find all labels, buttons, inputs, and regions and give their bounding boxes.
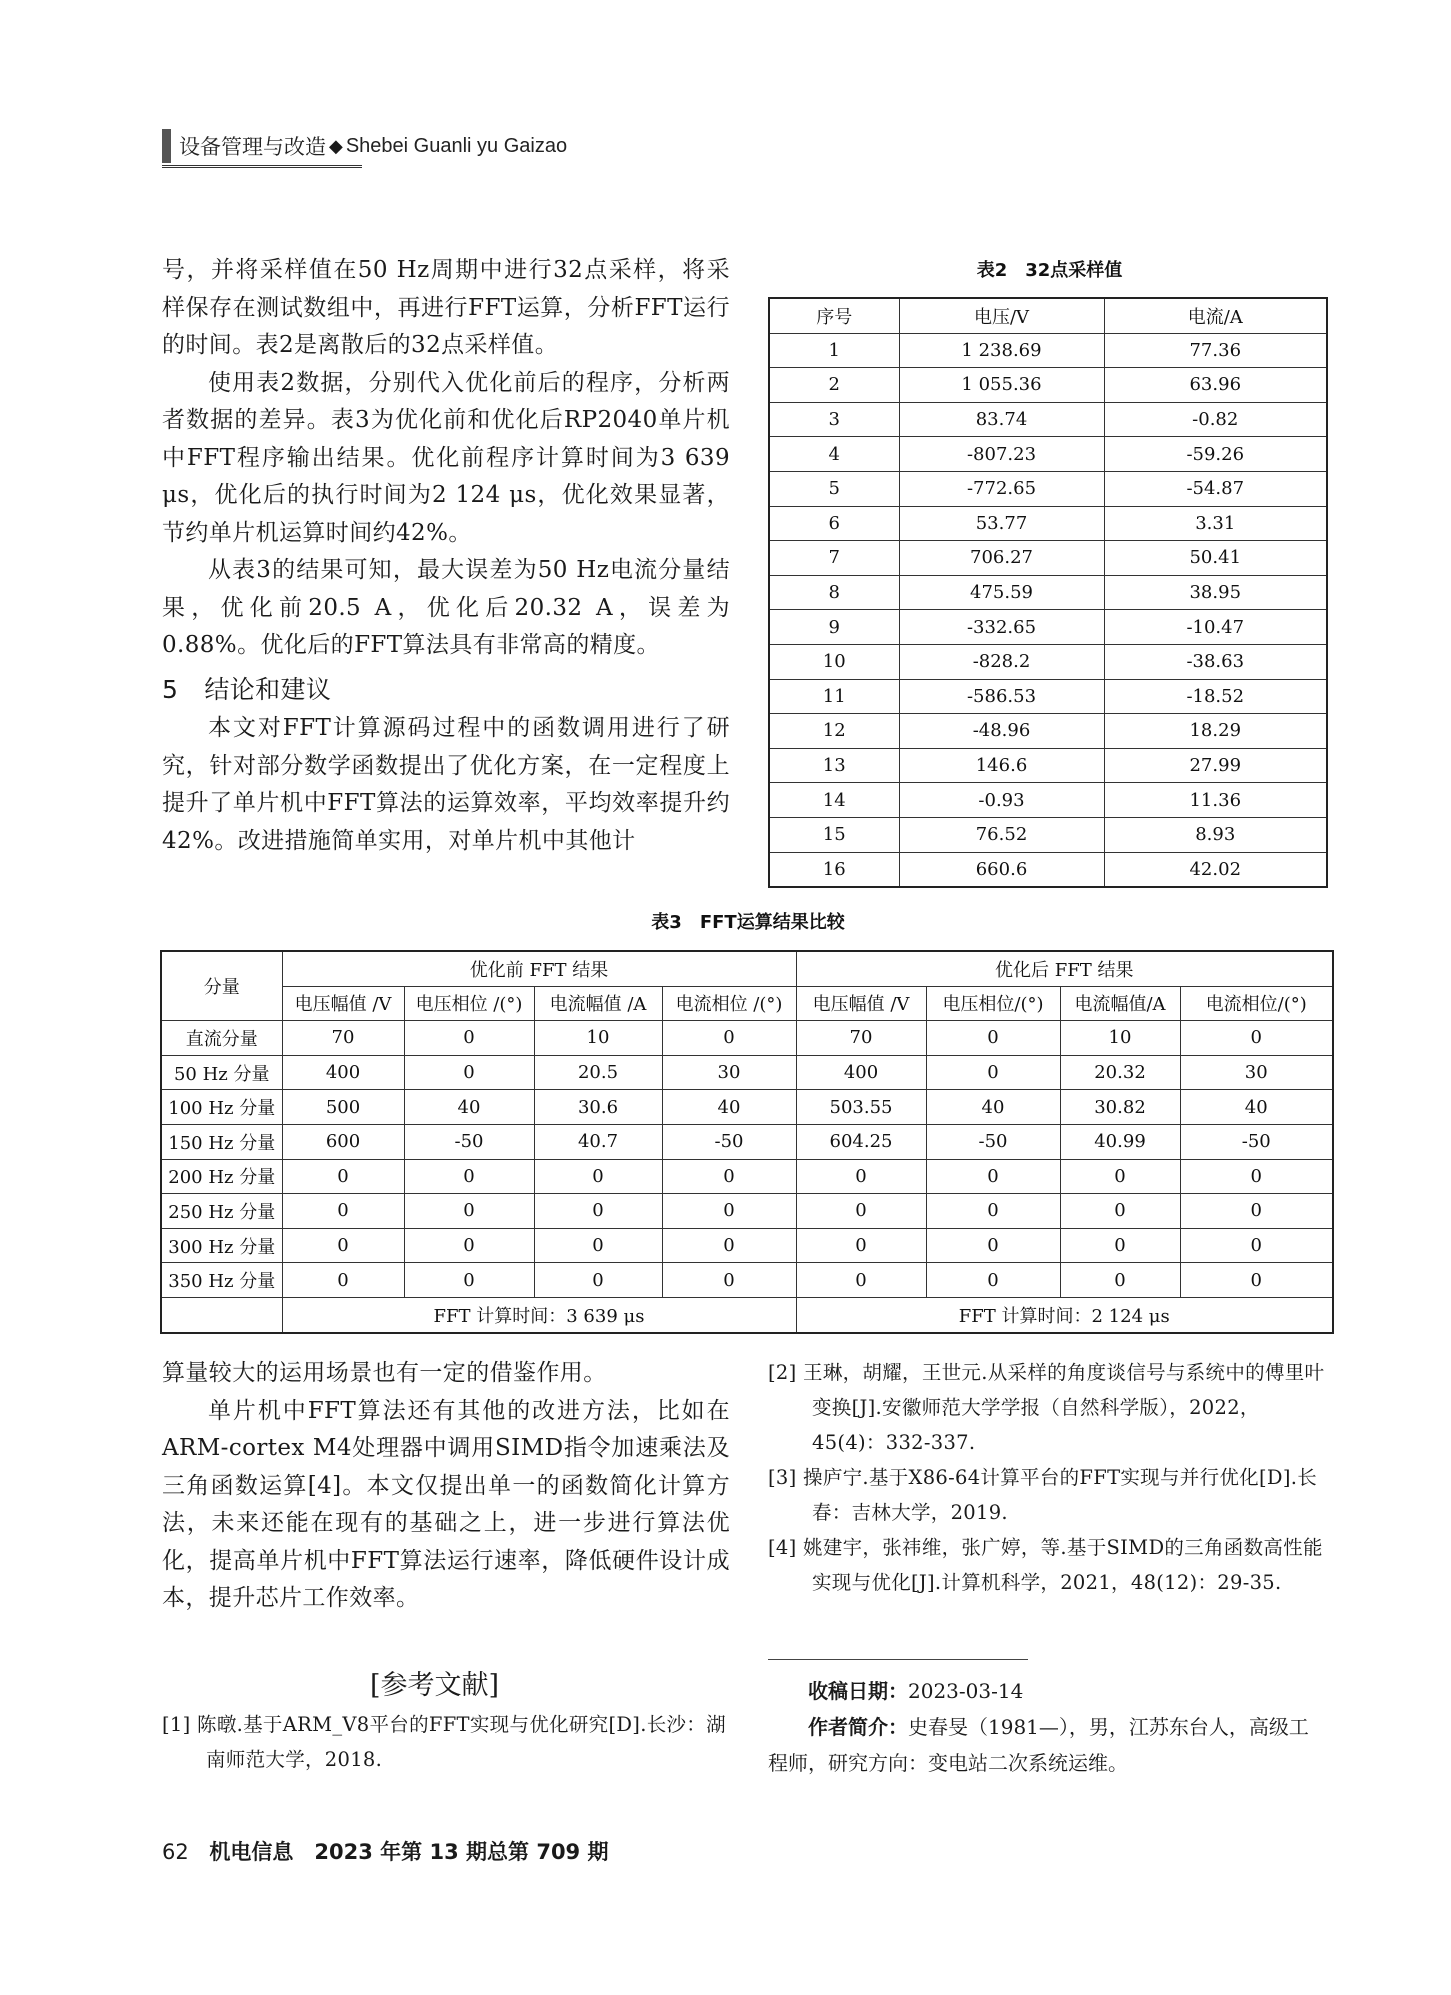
table-cell: 0 <box>1060 1159 1180 1194</box>
fft-time-after: FFT 计算时间：2 124 μs <box>796 1297 1333 1332</box>
table-cell: 20.32 <box>1060 1055 1180 1090</box>
table-cell: 0 <box>926 1228 1060 1263</box>
header-cell: 电流幅值 /A <box>534 986 662 1021</box>
table-row <box>769 610 1327 645</box>
table-cell: 0 <box>662 1021 796 1056</box>
table-cell: 660.6 <box>899 852 1104 887</box>
table-cell: 30.82 <box>1060 1090 1180 1125</box>
table-cell: 0 <box>404 1055 534 1090</box>
table-cell: 0 <box>1060 1263 1180 1298</box>
table-row <box>161 1263 1333 1298</box>
table-cell: 0 <box>1060 1228 1180 1263</box>
journal-issue: 机电信息 2023 年第 13 期总第 709 期 <box>209 1840 609 1864</box>
diamond-icon: ◆ <box>329 135 343 157</box>
footnote-rule <box>768 1659 1028 1660</box>
table-cell: 0 <box>662 1228 796 1263</box>
table-cell: 0 <box>796 1228 926 1263</box>
table-row <box>769 471 1327 506</box>
table-cell: 0 <box>1060 1194 1180 1229</box>
table-cell: 27.99 <box>1104 748 1327 783</box>
table-cell-empty <box>161 1297 282 1332</box>
table-cell: 0 <box>1180 1263 1333 1298</box>
table-cell: 9 <box>769 610 899 645</box>
received-label: 收稿日期： <box>808 1679 908 1703</box>
table-cell: 0 <box>282 1263 404 1298</box>
table-cell: 0 <box>926 1021 1060 1056</box>
table-cell: 0 <box>282 1194 404 1229</box>
table-cell: 0 <box>662 1159 796 1194</box>
table-cell: -332.65 <box>899 610 1104 645</box>
table-cell: 11 <box>769 679 899 714</box>
table-header-row <box>769 298 1327 333</box>
table-row <box>161 1159 1333 1194</box>
table-cell: -50 <box>926 1124 1060 1159</box>
header-cell: 电压相位/(°) <box>926 986 1060 1021</box>
table-cell: -0.93 <box>899 783 1104 818</box>
table-cell: 12 <box>769 714 899 749</box>
table-row <box>769 852 1327 887</box>
header-rule <box>162 165 362 168</box>
table-cell: 20.5 <box>534 1055 662 1090</box>
table-row <box>769 437 1327 472</box>
table-cell: 500 <box>282 1090 404 1125</box>
component-label-cell: 300 Hz 分量 <box>161 1228 282 1263</box>
table-cell: 7 <box>769 541 899 576</box>
header-group-after: 优化后 FFT 结果 <box>796 951 1333 986</box>
table-cell: 42.02 <box>1104 852 1327 887</box>
references-heading: [参考文献] <box>370 1670 500 1701</box>
header-cell: 序号 <box>769 298 899 333</box>
component-label-cell: 50 Hz 分量 <box>161 1055 282 1090</box>
header-cell: 电压幅值 /V <box>282 986 404 1021</box>
table-cell: 0 <box>1180 1228 1333 1263</box>
table-cell: -48.96 <box>899 714 1104 749</box>
author-label: 作者简介： <box>808 1715 908 1739</box>
table-cell: 30 <box>662 1055 796 1090</box>
table-cell: 38.95 <box>1104 575 1327 610</box>
table-cell: 1 238.69 <box>899 333 1104 368</box>
table-cell: 0 <box>796 1263 926 1298</box>
table-row <box>161 1021 1333 1056</box>
table-cell: 0 <box>534 1263 662 1298</box>
table-row <box>769 783 1327 818</box>
paragraph: 算量较大的运用场景也有一定的借鉴作用。 <box>162 1360 607 1386</box>
table-cell: 0 <box>796 1194 926 1229</box>
table-row <box>769 748 1327 783</box>
component-label-cell: 直流分量 <box>161 1021 282 1056</box>
table-cell: 13 <box>769 748 899 783</box>
table-cell: 0 <box>404 1021 534 1056</box>
table-cell: -772.65 <box>899 471 1104 506</box>
table-cell: 10 <box>769 644 899 679</box>
table-cell: 0 <box>1180 1159 1333 1194</box>
table-cell: -54.87 <box>1104 471 1327 506</box>
table-row <box>769 679 1327 714</box>
received-value: 2023-03-14 <box>908 1679 1024 1703</box>
fft-time-before: FFT 计算时间：3 639 μs <box>282 1297 796 1332</box>
table-cell: 6 <box>769 506 899 541</box>
table-cell: -10.47 <box>1104 610 1327 645</box>
table-time-row <box>161 1297 1333 1332</box>
header-cell-component: 分量 <box>161 951 282 1021</box>
table-row <box>769 333 1327 368</box>
table-cell: -59.26 <box>1104 437 1327 472</box>
table-cell: 0 <box>662 1263 796 1298</box>
table-cell: -50 <box>404 1124 534 1159</box>
table-cell: -0.82 <box>1104 402 1327 437</box>
table-cell: 0 <box>796 1159 926 1194</box>
header-bar <box>162 129 171 163</box>
paragraph: 单片机中FFT算法还有其他的改进方法，比如在ARM-cortex M4处理器中调用SIMD指令加速乘法及三角函数运算[4]。本文仅提出单一的函数简化计算方法，未来还能在现有的基础之上，进一步进行算法优化，提高单片机中FFT算法运行速率，降低硬件设计成本，提升芯片工作效率。 <box>162 1397 730 1611</box>
references-left <box>162 1707 730 1777</box>
table-cell: -828.2 <box>899 644 1104 679</box>
table-cell: 0 <box>404 1263 534 1298</box>
table-row <box>769 506 1327 541</box>
table-cell: 53.77 <box>899 506 1104 541</box>
table-cell: 0 <box>926 1194 1060 1229</box>
table-row <box>769 368 1327 403</box>
table-cell: 8 <box>769 575 899 610</box>
table-cell: 11.36 <box>1104 783 1327 818</box>
table-cell: 10 <box>1060 1021 1180 1056</box>
table-cell: 4 <box>769 437 899 472</box>
table-cell: 400 <box>282 1055 404 1090</box>
table-cell: 0 <box>1180 1194 1333 1229</box>
paragraph: 从表3的结果可知，最大误差为50 Hz电流分量结果，优化前20.5 A，优化后20.32 A，误差为0.88%。优化后的FFT算法具有非常高的精度。 <box>162 557 730 658</box>
table-cell: 503.55 <box>796 1090 926 1125</box>
table-cell: 63.96 <box>1104 368 1327 403</box>
table-cell: 0 <box>926 1263 1060 1298</box>
header-cell: 电压/V <box>899 298 1104 333</box>
table-subheader-row <box>161 986 1333 1021</box>
table-header-row <box>161 951 1333 986</box>
table-cell: 0 <box>926 1055 1060 1090</box>
table-cell: 1 <box>769 333 899 368</box>
table-row <box>769 817 1327 852</box>
page-number: 62 <box>162 1840 189 1864</box>
running-header <box>162 128 567 164</box>
component-label-cell: 250 Hz 分量 <box>161 1194 282 1229</box>
table-cell: -586.53 <box>899 679 1104 714</box>
table-row <box>769 714 1327 749</box>
component-label-cell: 100 Hz 分量 <box>161 1090 282 1125</box>
section-number: 5 <box>162 674 179 704</box>
table-row <box>161 1090 1333 1125</box>
reference-item: [1] 陈暾.基于ARM_V8平台的FFT实现与优化研究[D].长沙：湖南师范大学，2018. <box>162 1713 726 1771</box>
author-footnote <box>768 1673 1328 1781</box>
paragraph: 本文对FFT计算源码过程中的函数调用进行了研究，针对部分数学函数提出了优化方案，在一定程度上提升了单片机中FFT算法的运算效率，平均效率提升约42%。改进措施简单实用，对单片机中其他计 <box>162 715 730 854</box>
table-row <box>161 1124 1333 1159</box>
table-cell: 40 <box>662 1090 796 1125</box>
table-cell: -38.63 <box>1104 644 1327 679</box>
table-cell: 10 <box>534 1021 662 1056</box>
table3-caption: 表3 FFT运算结果比较 <box>651 912 845 933</box>
component-label-cell: 200 Hz 分量 <box>161 1159 282 1194</box>
table3 <box>160 950 1334 1334</box>
paragraph: 使用表2数据，分别代入优化前后的程序，分析两者数据的差异。表3为优化前和优化后RP2040单片机中FFT程序输出结果。优化前程序计算时间为3 639 μs，优化后的执行时间为2 124 μs，优化效果显著，节约单片机运算时间约42%。 <box>162 369 730 546</box>
table-cell: 40 <box>926 1090 1060 1125</box>
author-value: 史春旻（1981—），男，江苏东台人，高级工程师，研究方向：变电站二次系统运维。 <box>768 1715 1309 1775</box>
header-cell: 电流/A <box>1104 298 1327 333</box>
table-cell: 600 <box>282 1124 404 1159</box>
table-cell: 0 <box>404 1228 534 1263</box>
table-cell: 70 <box>796 1021 926 1056</box>
table-row <box>769 541 1327 576</box>
table-cell: 706.27 <box>899 541 1104 576</box>
reference-item: [3] 操庐宁.基于X86-64计算平台的FFT实现与并行优化[D].长春：吉林大学，2019. <box>768 1466 1318 1524</box>
table-cell: 14 <box>769 783 899 818</box>
table-row <box>161 1194 1333 1229</box>
component-label-cell: 350 Hz 分量 <box>161 1263 282 1298</box>
table-cell: 0 <box>282 1228 404 1263</box>
table2-caption: 表2 32点采样值 <box>976 260 1123 281</box>
table-cell: 50.41 <box>1104 541 1327 576</box>
table-row <box>769 575 1327 610</box>
table-cell: 40.99 <box>1060 1124 1180 1159</box>
table-row <box>769 402 1327 437</box>
table-cell: 400 <box>796 1055 926 1090</box>
table-cell: 1 055.36 <box>899 368 1104 403</box>
table-cell: 2 <box>769 368 899 403</box>
table-cell: 0 <box>282 1159 404 1194</box>
header-cell: 电压幅值 /V <box>796 986 926 1021</box>
table-cell: 3 <box>769 402 899 437</box>
header-cell: 电流相位 /(°) <box>662 986 796 1021</box>
table-cell: 146.6 <box>899 748 1104 783</box>
page-footer <box>162 1836 608 1866</box>
header-group-before: 优化前 FFT 结果 <box>282 951 796 986</box>
table-cell: 5 <box>769 471 899 506</box>
table-cell: -807.23 <box>899 437 1104 472</box>
received-date-line <box>768 1673 1328 1709</box>
table-cell: 40.7 <box>534 1124 662 1159</box>
header-cell: 电流幅值/A <box>1060 986 1180 1021</box>
table-cell: 0 <box>534 1194 662 1229</box>
table-cell: 30.6 <box>534 1090 662 1125</box>
table-cell: 0 <box>1180 1021 1333 1056</box>
table-cell: 0 <box>534 1159 662 1194</box>
section-heading <box>162 671 730 709</box>
table-cell: -50 <box>1180 1124 1333 1159</box>
reference-item: [4] 姚建宇，张祎维，张广婷，等.基于SIMD的三角函数高性能实现与优化[J].计算机科学，2021，48(12)：29-35. <box>768 1536 1323 1594</box>
header-column-pinyin: Shebei Guanli yu Gaizao <box>345 134 568 157</box>
table-row <box>769 644 1327 679</box>
table-cell: 0 <box>534 1228 662 1263</box>
table2 <box>768 297 1328 888</box>
header-column-name: 设备管理与改造 <box>179 135 326 159</box>
table-row <box>161 1055 1333 1090</box>
table-cell: 83.74 <box>899 402 1104 437</box>
table-row <box>161 1228 1333 1263</box>
section-title: 结论和建议 <box>204 674 332 704</box>
table-cell: 77.36 <box>1104 333 1327 368</box>
table-cell: 0 <box>404 1159 534 1194</box>
left-column-bottom <box>162 1355 730 1618</box>
header-cell: 电流相位/(°) <box>1180 986 1333 1021</box>
table-cell: 0 <box>404 1194 534 1229</box>
table-cell: 475.59 <box>899 575 1104 610</box>
table-cell: -50 <box>662 1124 796 1159</box>
table-cell: -18.52 <box>1104 679 1327 714</box>
table-cell: 40 <box>1180 1090 1333 1125</box>
author-line <box>768 1715 1309 1775</box>
left-column-top <box>162 252 730 860</box>
table-cell: 604.25 <box>796 1124 926 1159</box>
table-cell: 70 <box>282 1021 404 1056</box>
table-cell: 15 <box>769 817 899 852</box>
reference-item: [2] 王琳，胡耀，王世元.从采样的角度谈信号与系统中的傅里叶变换[J].安徽师范大学学报（自然科学版），2022，45(4)：332-337. <box>768 1361 1325 1454</box>
paragraph: 号，并将采样值在50 Hz周期中进行32点采样，将采样保存在测试数组中，再进行FFT运算，分析FFT运行的时间。表2是离散后的32点采样值。 <box>162 257 730 358</box>
table-cell: 3.31 <box>1104 506 1327 541</box>
table-cell: 16 <box>769 852 899 887</box>
table-cell: 18.29 <box>1104 714 1327 749</box>
component-label-cell: 150 Hz 分量 <box>161 1124 282 1159</box>
table-cell: 30 <box>1180 1055 1333 1090</box>
table-cell: 0 <box>662 1194 796 1229</box>
table-cell: 8.93 <box>1104 817 1327 852</box>
table-cell: 0 <box>926 1159 1060 1194</box>
references-right <box>768 1355 1328 1600</box>
header-cell: 电压相位 /(°) <box>404 986 534 1021</box>
table-cell: 40 <box>404 1090 534 1125</box>
table-cell: 76.52 <box>899 817 1104 852</box>
